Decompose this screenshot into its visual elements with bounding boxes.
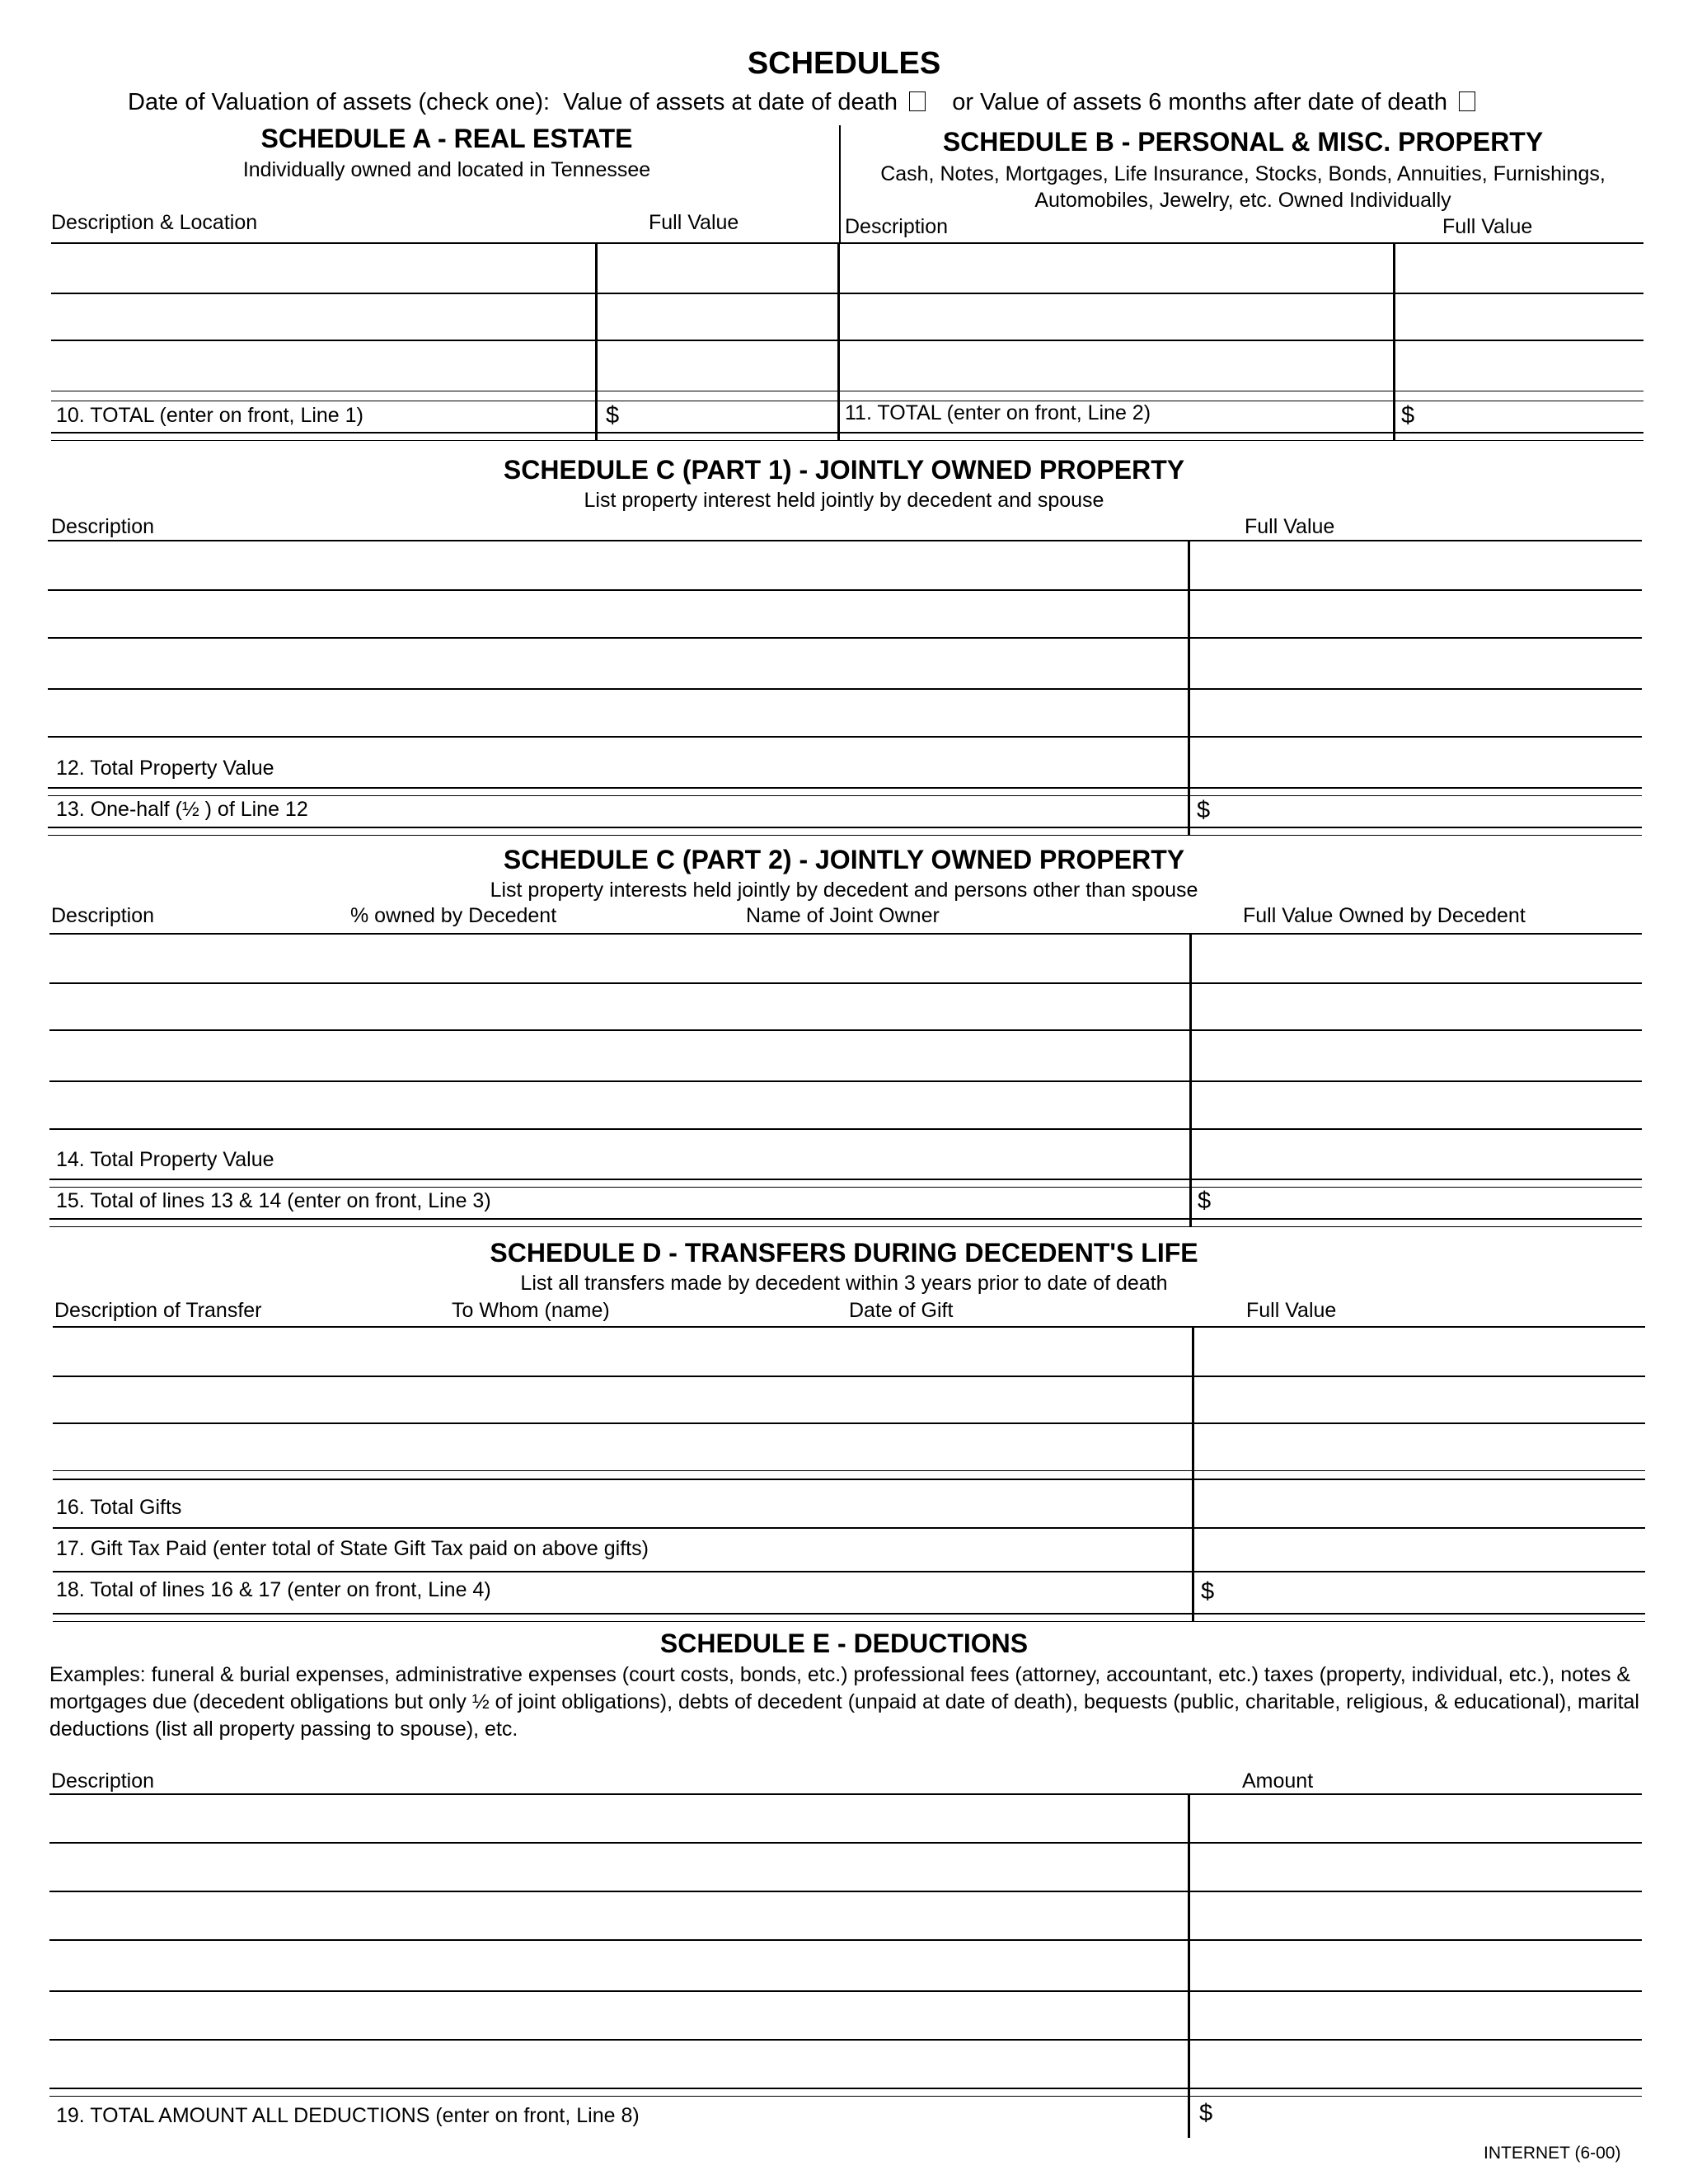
schedule-c2-col-pct: % owned by Decedent [350,904,557,927]
line-12-amount-field[interactable] [1195,742,1632,783]
line-17-amount-field[interactable] [1199,1531,1636,1568]
schedule-c1-col-value: Full Value [1245,515,1335,538]
schedule-c2-col-desc: Description [51,904,155,927]
line-19-currency: $ [1199,2100,1213,2126]
line-15-amount-field[interactable] [1220,1188,1632,1216]
form-code: INTERNET (6-00) [1484,2144,1621,2163]
schedule-b-subtitle-2: Automobiles, Jewelry, etc. Owned Individually [1034,189,1451,212]
line-19-amount-field[interactable] [1220,2100,1632,2133]
line-13-amount-field[interactable] [1218,797,1630,825]
schedule-b-col-value: Full Value [1442,215,1533,238]
schedule-d-subtitle: List all transfers made by decedent within 3 years prior to date of death [520,1272,1168,1295]
line-11-currency: $ [1401,402,1415,429]
line-14-label: 14. Total Property Value [56,1148,274,1171]
line-10-amount-field[interactable] [626,402,832,430]
schedule-a-col-desc: Description & Location [51,211,258,234]
six-months-checkbox[interactable] [1459,91,1475,111]
line-13-currency: $ [1197,797,1211,823]
line-18-currency: $ [1201,1578,1215,1605]
schedule-c2-title: SCHEDULE C (PART 2) - JOINTLY OWNED PROPERTY [503,845,1185,874]
line-16-amount-field[interactable] [1199,1483,1636,1523]
line-15-currency: $ [1198,1188,1212,1214]
line-11-amount-field[interactable] [1422,402,1636,430]
schedule-d-col-value: Full Value [1246,1299,1337,1322]
date-of-death-checkbox[interactable] [909,91,926,111]
schedule-c1-subtitle: List property interest held jointly by decedent and spouse [584,489,1104,512]
schedule-c2-col-value: Full Value Owned by Decedent [1243,904,1526,927]
line-10-label: 10. TOTAL (enter on front, Line 1) [56,404,363,427]
option-death-label: Value of assets at date of death [563,89,898,115]
schedule-e-col-value: Amount [1242,1769,1314,1793]
schedule-c2-subtitle: List property interests held jointly by decedent and persons other than spouse [490,879,1198,902]
line-12-label: 12. Total Property Value [56,757,274,780]
line-17-label: 17. Gift Tax Paid (enter total of State Gift Tax paid on above gifts) [56,1537,649,1560]
line-18-label: 18. Total of lines 16 & 17 (enter on front, Line 4) [56,1578,491,1601]
schedule-e-title: SCHEDULE E - DEDUCTIONS [659,1629,1029,1658]
schedule-d-col-date: Date of Gift [849,1299,954,1322]
schedule-c2-col-owner: Name of Joint Owner [746,904,940,927]
schedule-d-title: SCHEDULE D - TRANSFERS DURING DECEDENT'S LIFE [490,1238,1198,1268]
line-16-label: 16. Total Gifts [56,1496,182,1519]
line-13-label: 13. One-half (½ ) of Line 12 [56,798,308,821]
line-15-label: 15. Total of lines 13 & 14 (enter on front, Line 3) [56,1189,491,1212]
schedule-a-col-value: Full Value [649,211,739,234]
line-11-label: 11. TOTAL (enter on front, Line 2) [845,401,1151,424]
schedule-a-title: SCHEDULE A - REAL ESTATE [260,124,633,153]
line-10-currency: $ [606,402,620,429]
schedule-b-subtitle-1: Cash, Notes, Mortgages, Life Insurance, Stocks, Bonds, Annuities, Furnishings, [880,162,1606,185]
schedule-c1-title: SCHEDULE C (PART 1) - JOINTLY OWNED PROPERTY [503,455,1185,485]
schedule-b-title: SCHEDULE B - PERSONAL & MISC. PROPERTY [942,127,1544,157]
line-14-amount-field[interactable] [1197,1133,1634,1174]
schedule-e-col-desc: Description [51,1769,155,1793]
page-title: SCHEDULES [747,46,941,81]
schedule-e-examples: Examples: funeral & burial expenses, administrative expenses (court costs, bonds, etc.) professional fees (attorney, accountant, etc.) taxes (property, individual, etc.), notes & mortgages due (decedent obligations but only ½ of joint obligations), debts of decedent (unpaid at date of death), bequests (public, charitable, religious, & educational), marital deductions (list all property passing to spouse), etc. [49,1663,1639,1741]
schedule-d-col-whom: To Whom (name) [452,1299,610,1322]
schedule-c1-col-desc: Description [51,515,155,538]
schedule-d-col-desc: Description of Transfer [54,1299,262,1322]
schedule-b-col-desc: Description [845,215,949,238]
valuation-prompt: Date of Valuation of assets (check one): [128,89,551,115]
line-18-amount-field[interactable] [1222,1576,1634,1609]
option-6mo-label: or Value of assets 6 months after date of death [952,89,1447,115]
line-19-label: 19. TOTAL AMOUNT ALL DEDUCTIONS (enter on front, Line 8) [56,2104,640,2127]
valuation-row [128,89,1475,116]
schedule-a-subtitle: Individually owned and located in Tennessee [242,158,651,181]
